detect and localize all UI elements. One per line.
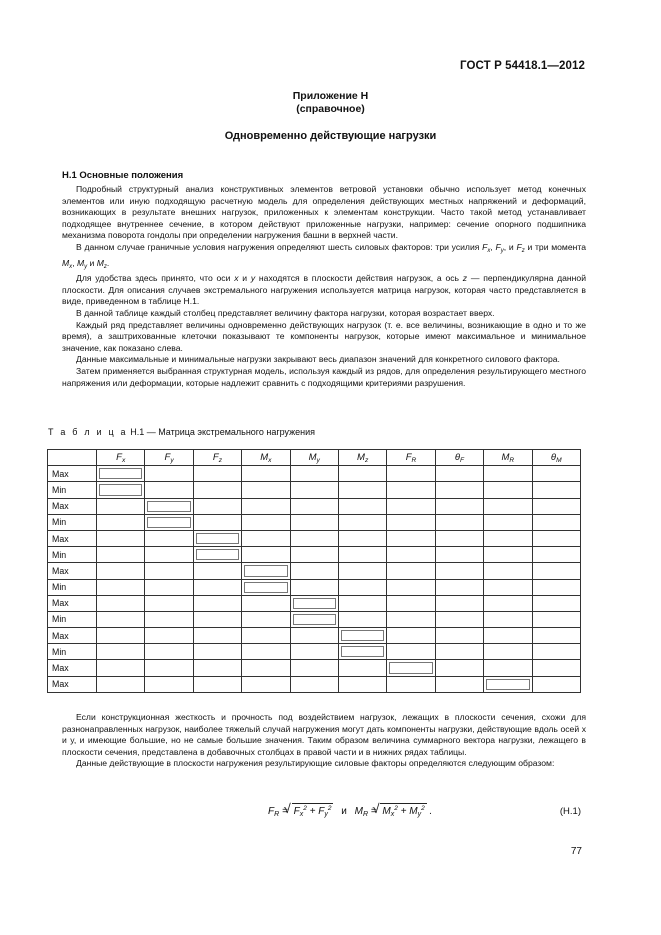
table-cell [435, 628, 483, 644]
table-cell [97, 530, 145, 546]
table-cell [387, 482, 435, 498]
table-cell [145, 530, 193, 546]
table-cell [193, 676, 241, 692]
table-cell [338, 514, 386, 530]
row-label: Max [48, 498, 97, 514]
table-cell [435, 579, 483, 595]
table-cell [387, 563, 435, 579]
table-cell [532, 660, 580, 676]
row-label: Max [48, 660, 97, 676]
table-cell [387, 498, 435, 514]
table-cell [532, 676, 580, 692]
col-header-fy: $F_y$ [145, 450, 193, 466]
col-header-theta-f: $\theta_F$ [435, 450, 483, 466]
table-cell [242, 595, 290, 611]
highlighted-cell [97, 482, 145, 498]
table-cell [290, 644, 338, 660]
highlighted-cell [338, 628, 386, 644]
section-heading: Н.1 Основные положения [62, 170, 184, 181]
page-title: Одновременно действующие нагрузки [224, 130, 437, 142]
formula-mr-root: √ $M_x^2 + M_y^2$ [380, 803, 426, 818]
table-cell [387, 628, 435, 644]
standard-designation: ГОСТ Р 54418.1—2012 [460, 60, 585, 72]
row-label: Min [48, 547, 97, 563]
table-cell [532, 644, 580, 660]
table-cell [97, 563, 145, 579]
table-cell [484, 563, 532, 579]
table-cell [97, 514, 145, 530]
table-cell [435, 498, 483, 514]
table-row [48, 563, 581, 579]
table-cell [193, 595, 241, 611]
row-label: Max [48, 628, 97, 644]
body-text-top [62, 184, 586, 389]
table-cell [387, 595, 435, 611]
table-cell [242, 547, 290, 563]
formula-h1: $F_R$ = √ $F_x^2 + F_y^2$ и $M_R$ = √ $M_x^2 + M_y^2$ . [268, 803, 432, 818]
appendix-type: (справочное) [296, 103, 365, 115]
extreme-load-matrix [47, 449, 581, 693]
table-cell [484, 498, 532, 514]
paragraph-7: Затем применяется выбранная структурная модель, используя каждый из рядов, для определения результирующего местного напряжения или деформации, которые надлежит сравнить с подходящими критериями разрушения. [62, 365, 586, 388]
table-row [48, 644, 581, 660]
table-cell [435, 466, 483, 482]
formula-fr-root: √ $F_x^2 + F_y^2$ [292, 803, 334, 818]
highlighted-cell [242, 579, 290, 595]
corner-cell [48, 450, 97, 466]
row-label: Max [48, 530, 97, 546]
table-row [48, 676, 581, 692]
row-label: Max [48, 595, 97, 611]
col-header-theta-m: $\theta_M$ [532, 450, 580, 466]
table-cell [484, 628, 532, 644]
table-cell [242, 628, 290, 644]
table-cell [193, 579, 241, 595]
table-cell [145, 611, 193, 627]
table-cell [338, 611, 386, 627]
table-cell [242, 482, 290, 498]
table-cell [145, 466, 193, 482]
table-cell [97, 579, 145, 595]
table-cell [532, 563, 580, 579]
table-cell [145, 644, 193, 660]
paragraph-1: Подробный структурный анализ конструктивных элементов ветровой установки обычно использует метод конечных элементов или иную подходящую расчетную модель для определения действующих местных напряжений и деформаций, возникающих в результате внешних нагрузок, приложенных к элементам конструкции. Часто такой метод устанавливает подходящее внутреннее сечение, в котором действуют приложенные нагрузки, например: сечение опорного подшипника механизма поворота гондолы при определении нагружения башни в верхней части. [62, 184, 586, 241]
table-cell [145, 595, 193, 611]
table-cell [338, 498, 386, 514]
table-cell [242, 611, 290, 627]
col-header-fr: $F_R$ [387, 450, 435, 466]
row-label: Min [48, 579, 97, 595]
table-row [48, 660, 581, 676]
highlighted-cell [338, 644, 386, 660]
table-cell [242, 498, 290, 514]
table-cell [532, 579, 580, 595]
table-cell [290, 563, 338, 579]
table-cell [435, 676, 483, 692]
row-label: Min [48, 514, 97, 530]
table-cell [435, 530, 483, 546]
table-cell [242, 530, 290, 546]
row-label: Min [48, 482, 97, 498]
table-cell [532, 595, 580, 611]
table-cell [532, 514, 580, 530]
table-cell [145, 660, 193, 676]
table-cell [97, 628, 145, 644]
table-cell [290, 498, 338, 514]
table-cell [484, 547, 532, 563]
formula-and: и [341, 806, 347, 817]
table-cell [532, 530, 580, 546]
table-cell [193, 466, 241, 482]
table-cell [435, 595, 483, 611]
page-number: 77 [570, 846, 582, 857]
table-cell [145, 547, 193, 563]
table-cell [242, 644, 290, 660]
table-header-row [48, 450, 581, 466]
table-cell [97, 611, 145, 627]
table-cell [387, 579, 435, 595]
table-cell [145, 563, 193, 579]
highlighted-cell [145, 514, 193, 530]
row-label: Max [48, 676, 97, 692]
table-cell [193, 563, 241, 579]
row-label: Max [48, 563, 97, 579]
table-cell [338, 660, 386, 676]
table-cell [435, 611, 483, 627]
table-cell [484, 530, 532, 546]
paragraph-2: В данном случае граничные условия нагружения определяют шесть силовых факторов: три усилия $F_x$, $F_y$, и $F_z$ и три момента $M_x$, $M_y$ и $M_z$. [62, 241, 586, 270]
table-cell [338, 482, 386, 498]
table-caption: Т а б л и ц а Н.1 — Матрица экстремального нагружения [48, 427, 316, 437]
highlighted-cell [290, 611, 338, 627]
table-cell [145, 579, 193, 595]
table-row [48, 514, 581, 530]
appendix-heading [0, 90, 661, 116]
table-cell [193, 482, 241, 498]
col-header-fz: $F_z$ [193, 450, 241, 466]
table-cell [242, 466, 290, 482]
row-label: Min [48, 644, 97, 660]
table-cell [145, 676, 193, 692]
table-cell [484, 466, 532, 482]
col-header-mx: $M_x$ [242, 450, 290, 466]
table-row [48, 579, 581, 595]
table-cell [97, 660, 145, 676]
table-cell [484, 579, 532, 595]
table-row [48, 466, 581, 482]
table-cell [290, 514, 338, 530]
table-cell [290, 579, 338, 595]
col-header-mr: $M_R$ [484, 450, 532, 466]
table-cell [435, 644, 483, 660]
table-cell [532, 482, 580, 498]
table-cell [532, 611, 580, 627]
table-cell [435, 482, 483, 498]
table-cell [387, 466, 435, 482]
paragraph-3: Для удобства здесь принято, что оси x и y находятся в плоскости действия нагрузок, а ось z — перпендикулярна данной плоскости. Для описания случаев экстремального нагружения используется матрица нагрузок, которая часто представляется в виде, приведенном в таблице Н.1. [62, 273, 587, 307]
highlighted-cell [193, 547, 241, 563]
table-cell [290, 482, 338, 498]
paragraph-4: В данной таблице каждый столбец представляет величину фактора нагрузки, которая возрастает вверх. [76, 307, 495, 318]
table-cell [387, 514, 435, 530]
table-row [48, 595, 581, 611]
highlighted-cell [242, 563, 290, 579]
table-cell [532, 547, 580, 563]
table-cell [290, 530, 338, 546]
highlighted-cell [290, 595, 338, 611]
table-cell [145, 482, 193, 498]
table-cell [435, 547, 483, 563]
table-cell [338, 466, 386, 482]
formula-fr-lhs: $F_R$ [268, 806, 280, 818]
highlighted-cell [484, 676, 532, 692]
table-cell [242, 676, 290, 692]
table-cell [484, 644, 532, 660]
paragraph-6: Данные максимальные и минимальные нагрузки закрывают весь диапазон значений для конкретного силового фактора. [76, 354, 560, 365]
table-cell [338, 676, 386, 692]
body-text-bottom [62, 712, 586, 770]
table-cell [242, 660, 290, 676]
equation-number: (Н.1) [559, 806, 581, 817]
table-cell [193, 498, 241, 514]
table-cell [97, 676, 145, 692]
table-cell [484, 482, 532, 498]
table-cell [387, 547, 435, 563]
table-cell [242, 514, 290, 530]
paragraph-9: Данные действующие в плоскости нагружения результирующие силовые факторы определяются следующим образом: [76, 758, 555, 769]
table-cell [290, 676, 338, 692]
table-cell [338, 563, 386, 579]
table-cell [435, 514, 483, 530]
table-cell [290, 466, 338, 482]
table-cell [193, 628, 241, 644]
table-cell [290, 547, 338, 563]
table-cell [338, 595, 386, 611]
table-cell [387, 676, 435, 692]
table-cell [532, 466, 580, 482]
table-cell [290, 628, 338, 644]
formula-mr-lhs: $M_R$ [354, 806, 369, 818]
table-cell [435, 660, 483, 676]
table-cell [484, 660, 532, 676]
table-cell [387, 611, 435, 627]
col-header-fx: $F_x$ [97, 450, 145, 466]
table-row [48, 482, 581, 498]
appendix-label: Приложение Н [292, 90, 369, 102]
row-label: Max [48, 466, 97, 482]
table-cell [387, 530, 435, 546]
table-row [48, 611, 581, 627]
table-cell [145, 628, 193, 644]
row-label: Min [48, 611, 97, 627]
highlighted-cell [193, 530, 241, 546]
table-cell [532, 628, 580, 644]
paragraph-5: Каждый ряд представляет величины одновременно действующих нагрузок (т. е. все величины, возникающие в одно и то же время), а заштрихованные клеточки показывают те компоненты нагрузок, которые имеют максимальное и минимальное значение, как показано слева. [62, 319, 586, 353]
table-row [48, 547, 581, 563]
table-cell [193, 660, 241, 676]
highlighted-cell [387, 660, 435, 676]
table-cell [338, 547, 386, 563]
table-cell [338, 579, 386, 595]
col-header-my: $M_y$ [290, 450, 338, 466]
highlighted-cell [97, 466, 145, 482]
table-cell [193, 514, 241, 530]
table-row [48, 628, 581, 644]
table-cell [484, 595, 532, 611]
table-cell [435, 563, 483, 579]
table-row [48, 498, 581, 514]
table-cell [193, 644, 241, 660]
table-cell [290, 660, 338, 676]
table-cell [97, 547, 145, 563]
table-cell [387, 644, 435, 660]
table-cell [193, 611, 241, 627]
table-cell [532, 498, 580, 514]
table-cell [484, 514, 532, 530]
paragraph-8: Если конструкционная жесткость и прочность под воздействием нагрузок, лежащих в плоскости сечения, схожи для разнонаправленных нагрузок, наиболее тяжелый случай нагружения могут дать компоненты нагрузки, действующие вдоль осей x и y, и имеющие большие, но не самые большие значения. Таким образом величина суммарного вектора нагрузки, лежащего в плоскости сечения, представлена в добавочных столбцах в правой части и в нижних рядах таблицы. [62, 712, 586, 757]
highlighted-cell [145, 498, 193, 514]
table-cell [97, 498, 145, 514]
col-header-mz: $M_z$ [338, 450, 386, 466]
table-cell [338, 530, 386, 546]
table-row [48, 530, 581, 546]
table-cell [484, 611, 532, 627]
table-cell [97, 644, 145, 660]
table-cell [97, 595, 145, 611]
